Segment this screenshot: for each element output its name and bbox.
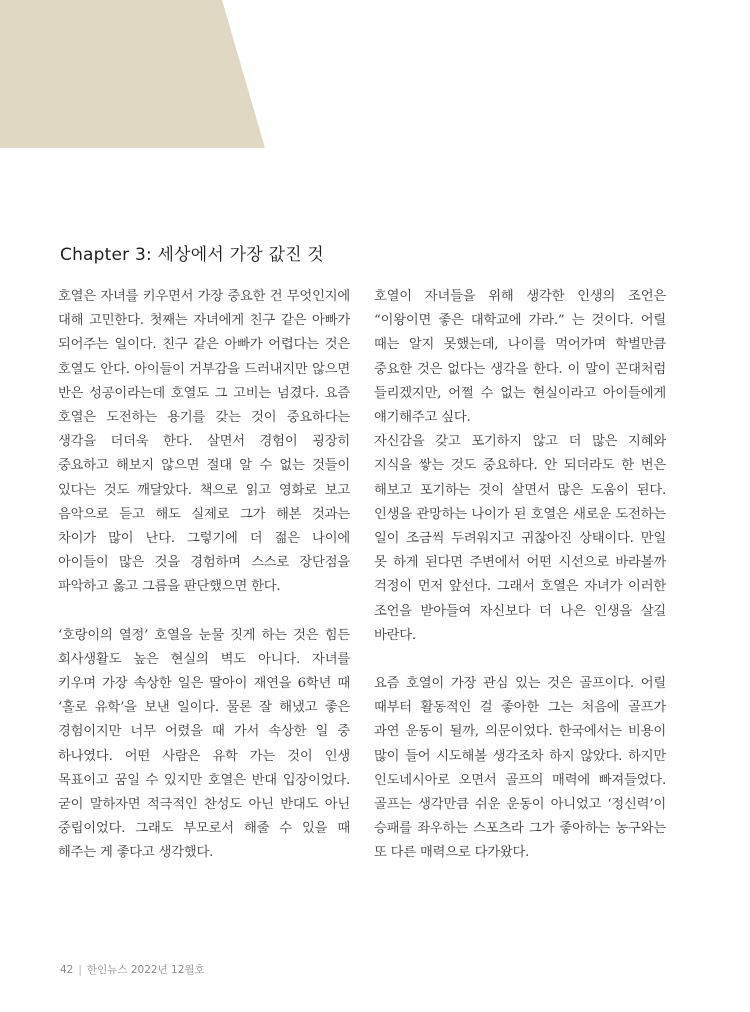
paragraph: 호열이 자녀들을 위해 생각한 인생의 조언은 “이왕이면 좋은 대학교에 가라.” 는 것이다. 어릴 때는 알지 못했는데, 나이를 먹어가며 학벌만큼 중요한 것은 없다는 생각을 한다. 이 말이 꼰대처럼 들리겠지만, 어쩔 수 없는 현실이라고 아이들에게 얘기해주고 싶다. — [374, 289, 666, 426]
left-text-column — [58, 285, 350, 866]
corner-accent-shape — [0, 0, 270, 150]
chapter-heading: Chapter 3: 세상에서 가장 값진 것 — [60, 245, 324, 265]
page-number: 42 — [60, 964, 74, 976]
footer-separator: | — [78, 964, 82, 976]
paragraph: 호열은 자녀를 키우면서 가장 중요한 건 무엇인지에 대해 고민한다. 첫째는 자녀에게 친구 같은 아빠가 되어주는 일이다. 친구 같은 아빠가 어렵다는 것은 호열도 안다. 아이들이 거부감을 드러내지만 않으면 반은 성공이라는데 호열도 그 고비는 넘겼다. 요즘 호열은 도전하는 용기를 갖는 것이 중요하다는 생각을 더더욱 한다. 살면서 경험이 굉장히 중요하고 해보지 않으면 절대 알 수 없는 것들이 있다는 것도 깨달았다. 책으로 읽고 영화로 보고 음악으로 듣고 해도 실제로 그가 해본 것과는 차이가 많이 난다. 그렇기에 더 젊은 나이에 아이들이 많은 것을 경험하며 스스로 장단점을 파악하고 옳고 그름을 판단했으면 한다. — [58, 289, 350, 595]
publication-name: 한인뉴스 2022년 12월호 — [86, 964, 205, 976]
paragraph: ‘호랑이의 열정’ 호열을 눈물 짓게 하는 것은 힘든 회사생활도 높은 현실의 벽도 아니다. 자녀를 키우며 가장 속상한 일은 딸아이 재연을 6학년 때 ‘홀로 유학’을 보낸 일이다. 물론 잘 해냈고 좋은 경험이지만 너무 어렸을 때 가서 속상한 일 중 하나였다. 어떤 사람은 유학 가는 것이 인생 목표이고 꿈일 수 있지만 호열은 반대 입장이었다. 굳이 말하자면 적극적인 찬성도 아닌 반대도 아닌 중립이었다. 그래도 부모로서 해줄 수 있을 때 해주는 게 좋다고 생각했다. — [58, 627, 350, 861]
right-text-column — [374, 285, 666, 866]
paragraph: 자신감을 갖고 포기하지 않고 더 많은 지혜와 지식을 쌓는 것도 중요하다. 안 되더라도 한 번은 해보고 포기하는 것이 살면서 많은 도움이 된다. 인생을 관망하는 나이가 된 호열은 새로운 도전하는 일이 조금씩 두려워지고 귀찮아진 상태이다. 만일 못 하게 된다면 주변에서 어떤 시선으로 바라볼까 걱정이 먼저 앞선다. 그래서 호열은 자녀가 이러한 조언을 받아들여 자신보다 더 나은 인생을 살길 바란다. — [374, 434, 666, 643]
paragraph: 요즘 호열이 가장 관심 있는 것은 골프이다. 어릴 때부터 활동적인 걸 좋아한 그는 처음에 골프가 과연 운동이 될까, 의문이었다. 한국에서는 비용이 많이 들어 시도해볼 생각조차 하지 않았다. 하지만 인도네시아로 오면서 골프의 매력에 빠져들었다. 골프는 생각만큼 쉬운 운동이 아니었고 ‘정신력’이 승패를 좌우하는 스포츠라 그가 좋아하는 농구와는 또 다른 매력으로 다가왔다. — [374, 676, 666, 861]
page-footer — [60, 962, 205, 977]
